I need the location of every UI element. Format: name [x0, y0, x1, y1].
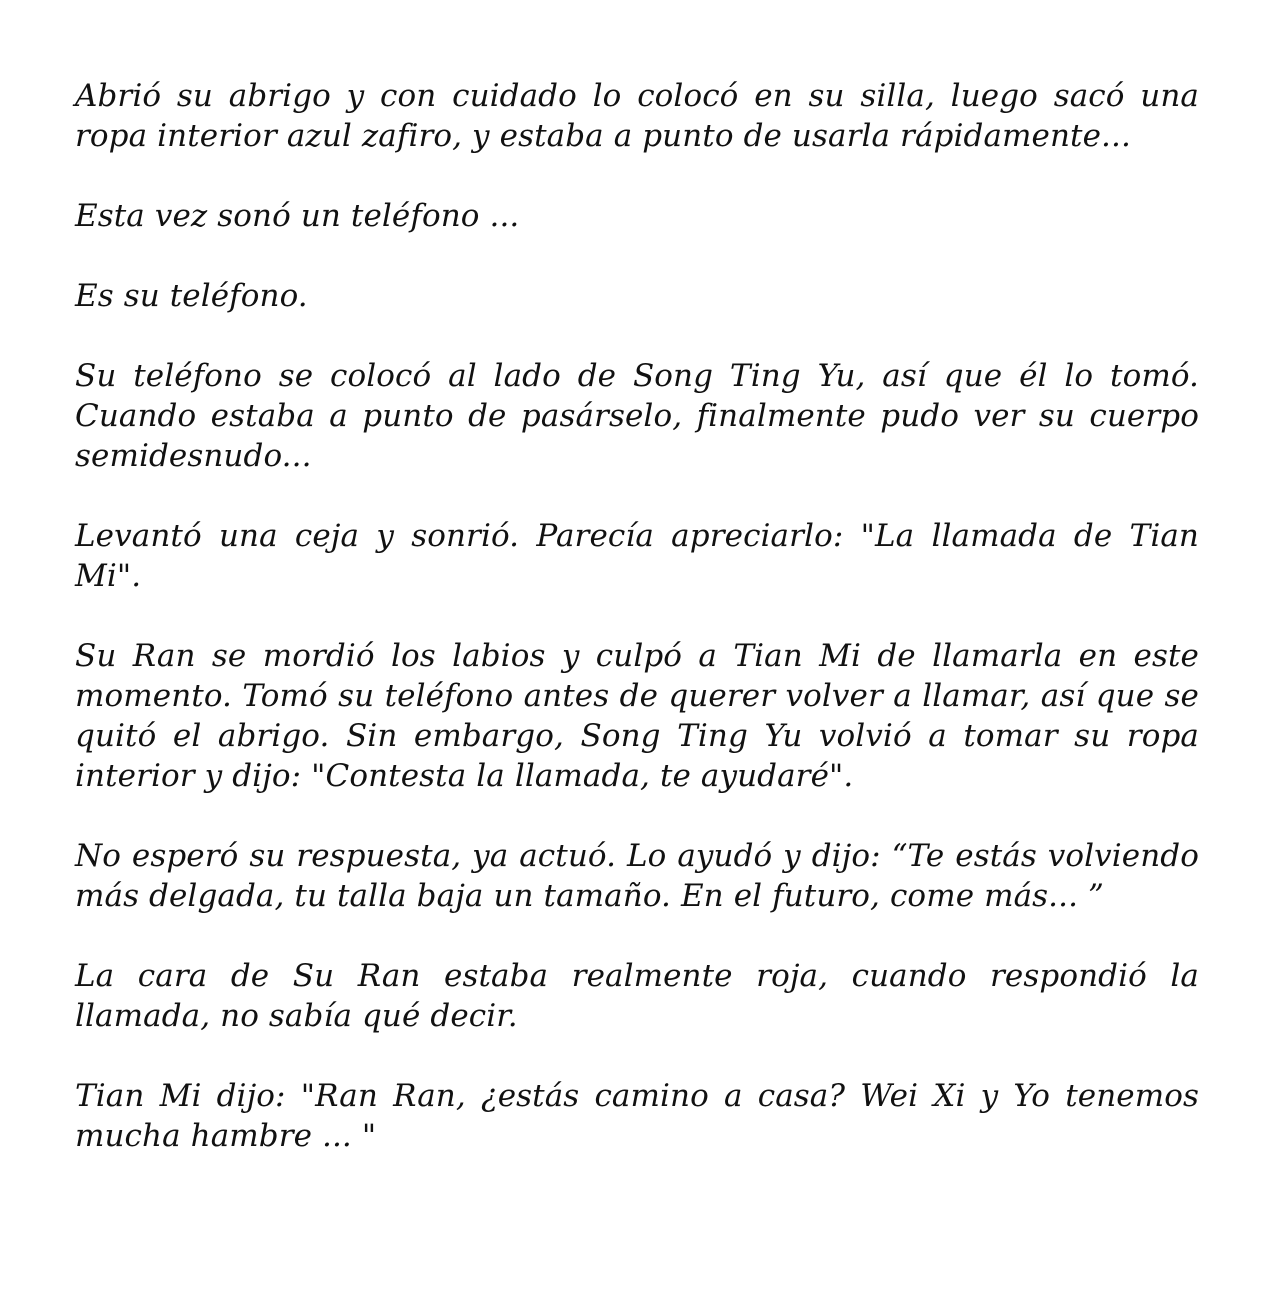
document-page [75, 76, 1199, 1196]
paragraph-2: Esta vez sonó un teléfono ... [75, 198, 520, 234]
paragraph-8: La cara de Su Ran estaba realmente roja, cuando respondió la llamada, no sabía qué decir. [75, 958, 1199, 1034]
paragraph-5: Levantó una ceja y sonrió. Parecía apreciarlo: "La llamada de Tian Mi". [75, 518, 1199, 594]
paragraph-1: Abrió su abrigo y con cuidado lo colocó en su silla, luego sacó una ropa interior azul zafiro, y estaba a punto de usarla rápidamente... [75, 78, 1199, 154]
paragraph-4: Su teléfono se colocó al lado de Song Ting Yu, así que él lo tomó. Cuando estaba a punto de pasárselo, finalmente pudo ver su cuerpo semidesnudo... [75, 358, 1199, 474]
paragraph-9: Tian Mi dijo: "Ran Ran, ¿estás camino a casa? Wei Xi y Yo tenemos mucha hambre ... " [75, 1078, 1199, 1154]
paragraph-6: Su Ran se mordió los labios y culpó a Tian Mi de llamarla en este momento. Tomó su teléfono antes de querer volver a llamar, así que se quitó el abrigo. Sin embargo, Song Ting Yu volvió a tomar su ropa interior y dijo: "Contesta la llamada, te ayudaré". [75, 638, 1199, 794]
paragraph-7: No esperó su respuesta, ya actuó. Lo ayudó y dijo: “Te estás volviendo más delgada, tu talla baja un tamaño. En el futuro, come más... ” [75, 838, 1199, 914]
paragraph-3: Es su teléfono. [75, 278, 308, 314]
